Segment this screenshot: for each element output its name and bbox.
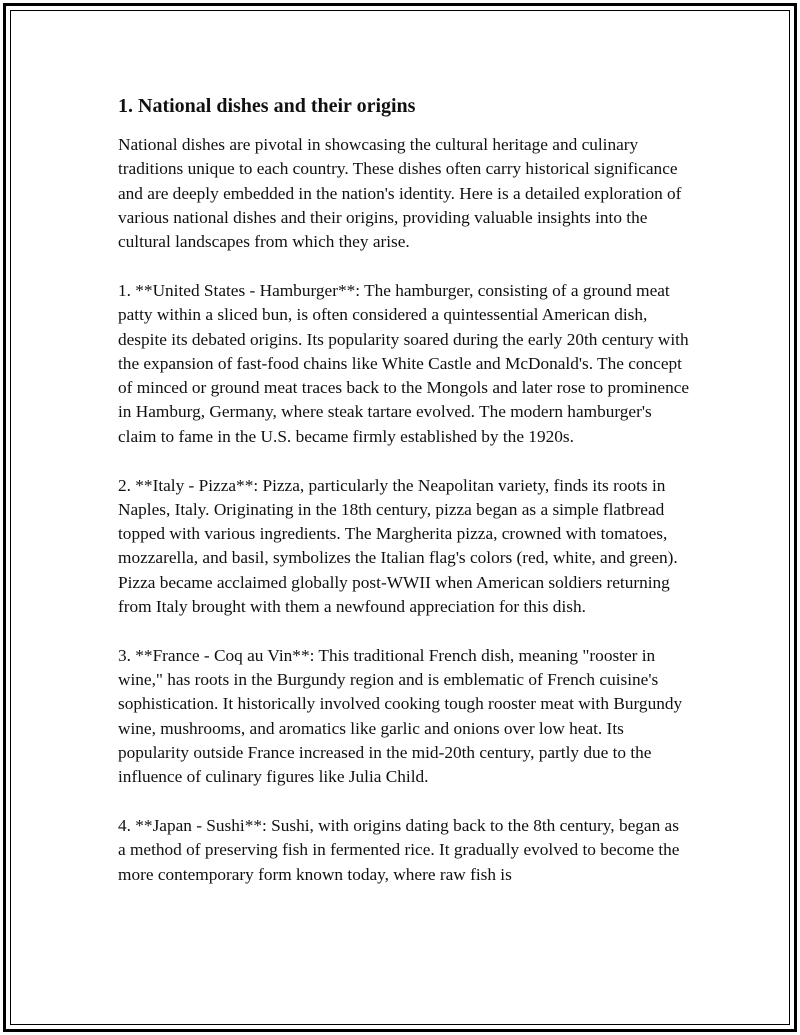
paragraph-italy-pizza: 2. **Italy - Pizza**: Pizza, particularly the Neapolitan variety, finds its roots in Naples, Italy. Originating in the 18th century, pizza began as a simple flatbread topped with various ingredients. The Margherita pizza, crowned with tomatoes, mozzarella, and basil, symbolizes the Italian flag's colors (red, white, and green). Pizza became acclaimed globally post-WWII when American soldiers returning from Italy brought with them a newfound appreciation for this dish. bbox=[118, 475, 678, 617]
intro-paragraph: National dishes are pivotal in showcasing the cultural heritage and culinary traditions unique to each country. These dishes often carry historical significance and are deeply embedded in the nation's identity. Here is a detailed exploration of various national dishes and their origins, providing valuable insights into the cultural landscapes from which they arise. bbox=[118, 135, 682, 252]
section-heading: 1. National dishes and their origins bbox=[118, 95, 416, 117]
paragraph-france-coq-au-vin: 3. **France - Coq au Vin**: This traditional French dish, meaning "rooster in wine," has roots in the Burgundy region and is emblematic of French cuisine's sophistication. It historically involved cooking tough rooster meat with Burgundy wine, mushrooms, and aromatics like garlic and onions over low heat. Its popularity outside France increased in the mid-20th century, partly due to the influence of culinary figures like Julia Child. bbox=[118, 645, 683, 787]
paragraph-united-states-hamburger: 1. **United States - Hamburger**: The hamburger, consisting of a ground meat patty within a sliced bun, is often considered a quintessential American dish, despite its debated origins. Its popularity soared during the early 20th century with the expansion of fast-food chains like White Castle and McDonald's. The concept of minced or ground meat traces back to the Mongols and later rose to prominence in Hamburg, Germany, where steak tartare evolved. The modern hamburger's claim to fame in the U.S. became firmly established by the 1920s. bbox=[118, 280, 690, 446]
document-body bbox=[118, 93, 690, 887]
paragraph-japan-sushi: 4. **Japan - Sushi**: Sushi, with origins dating back to the 8th century, began as a method of preserving fish in fermented rice. It gradually evolved to become the more contemporary form known today, where raw fish is bbox=[118, 816, 680, 884]
